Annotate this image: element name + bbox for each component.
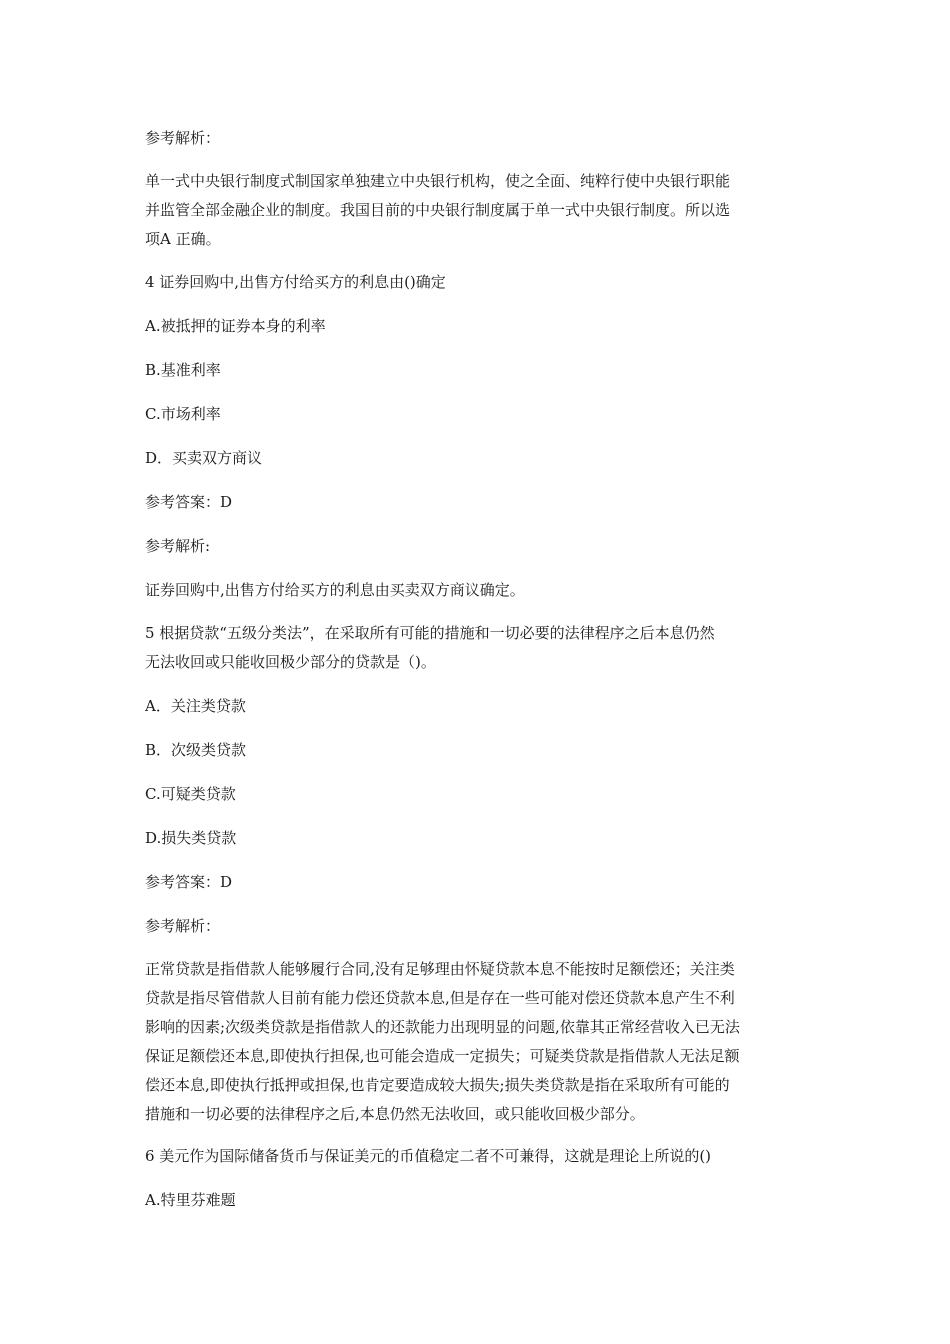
text-line: 措施和一切必要的法律程序之后,本息仍然无法收回，或只能收回极少部分。 <box>145 1105 645 1123</box>
text-line: 无法收回或只能收回极少部分的贷款是（)。 <box>145 653 436 671</box>
text-line: 偿还本息,即使执行抵押或担保,也肯定要造成较大损失;损失类贷款是指在采取所有可能的 <box>145 1076 730 1094</box>
q4-explanation-label: 参考解析: <box>145 537 211 555</box>
text-line: 项A 正确。 <box>145 230 221 248</box>
q6-option-a: A.特里芬难题 <box>145 1191 236 1209</box>
q4-option-b: B.基准利率 <box>145 361 221 379</box>
q4-explanation-text: 证券回购中,出售方付给买方的利息由买卖双方商议确定。 <box>145 581 525 599</box>
q6-question: 6 美元作为国际储备货币与保证美元的币值稳定二者不可兼得，这就是理论上所说的() <box>145 1147 712 1165</box>
q5-explanation-text <box>145 955 810 1129</box>
text-line: 正常贷款是指借款人能够履行合同,没有足够理由怀疑贷款本息不能按时足额偿还；关注类 <box>145 960 735 978</box>
text-line: 单一式中央银行制度式制国家单独建立中央银行机构，使之全面、纯粹行使中央银行职能 <box>145 172 731 190</box>
q5-option-c: C.可疑类贷款 <box>145 785 236 803</box>
text-line: 贷款是指尽管借款人目前有能力偿还贷款本息,但是存在一些可能对偿还贷款本息产生不利 <box>145 989 735 1007</box>
q3-explanation-label: 参考解析： <box>145 129 221 147</box>
text-line: 影响的因素;次级类贷款是指借款人的还款能力出现明显的问题,依靠其正常经营收入已无法 <box>145 1018 740 1036</box>
text-line: 保证足额偿还本息,即使执行担保,也可能会造成一定损失；可疑类贷款是指借款人无法足额 <box>145 1047 740 1065</box>
q5-option-a: A．关注类贷款 <box>145 697 246 715</box>
q5-option-d: D.损失类贷款 <box>145 829 237 847</box>
q3-explanation-text <box>145 167 810 254</box>
text-line: 5 根据贷款“五级分类法”，在采取所有可能的措施和一切必要的法律程序之后本息仍然 <box>145 624 715 642</box>
q4-option-d: D．买卖双方商议 <box>145 449 263 467</box>
q5-question <box>145 619 810 677</box>
q5-answer: 参考答案：D <box>145 873 233 891</box>
q5-option-b: B．次级类贷款 <box>145 741 247 759</box>
q4-option-a: A.被抵押的证券本身的利率 <box>145 317 326 335</box>
text-line: 并监管全部金融企业的制度。我国目前的中央银行制度属于单一式中央银行制度。所以选 <box>145 201 731 219</box>
q4-answer: 参考答案：D <box>145 493 233 511</box>
q5-explanation-label: 参考解析： <box>145 917 221 935</box>
q4-option-c: C.市场利率 <box>145 405 221 423</box>
q4-question: 4 证券回购中,出售方付给买方的利息由()确定 <box>145 273 446 291</box>
